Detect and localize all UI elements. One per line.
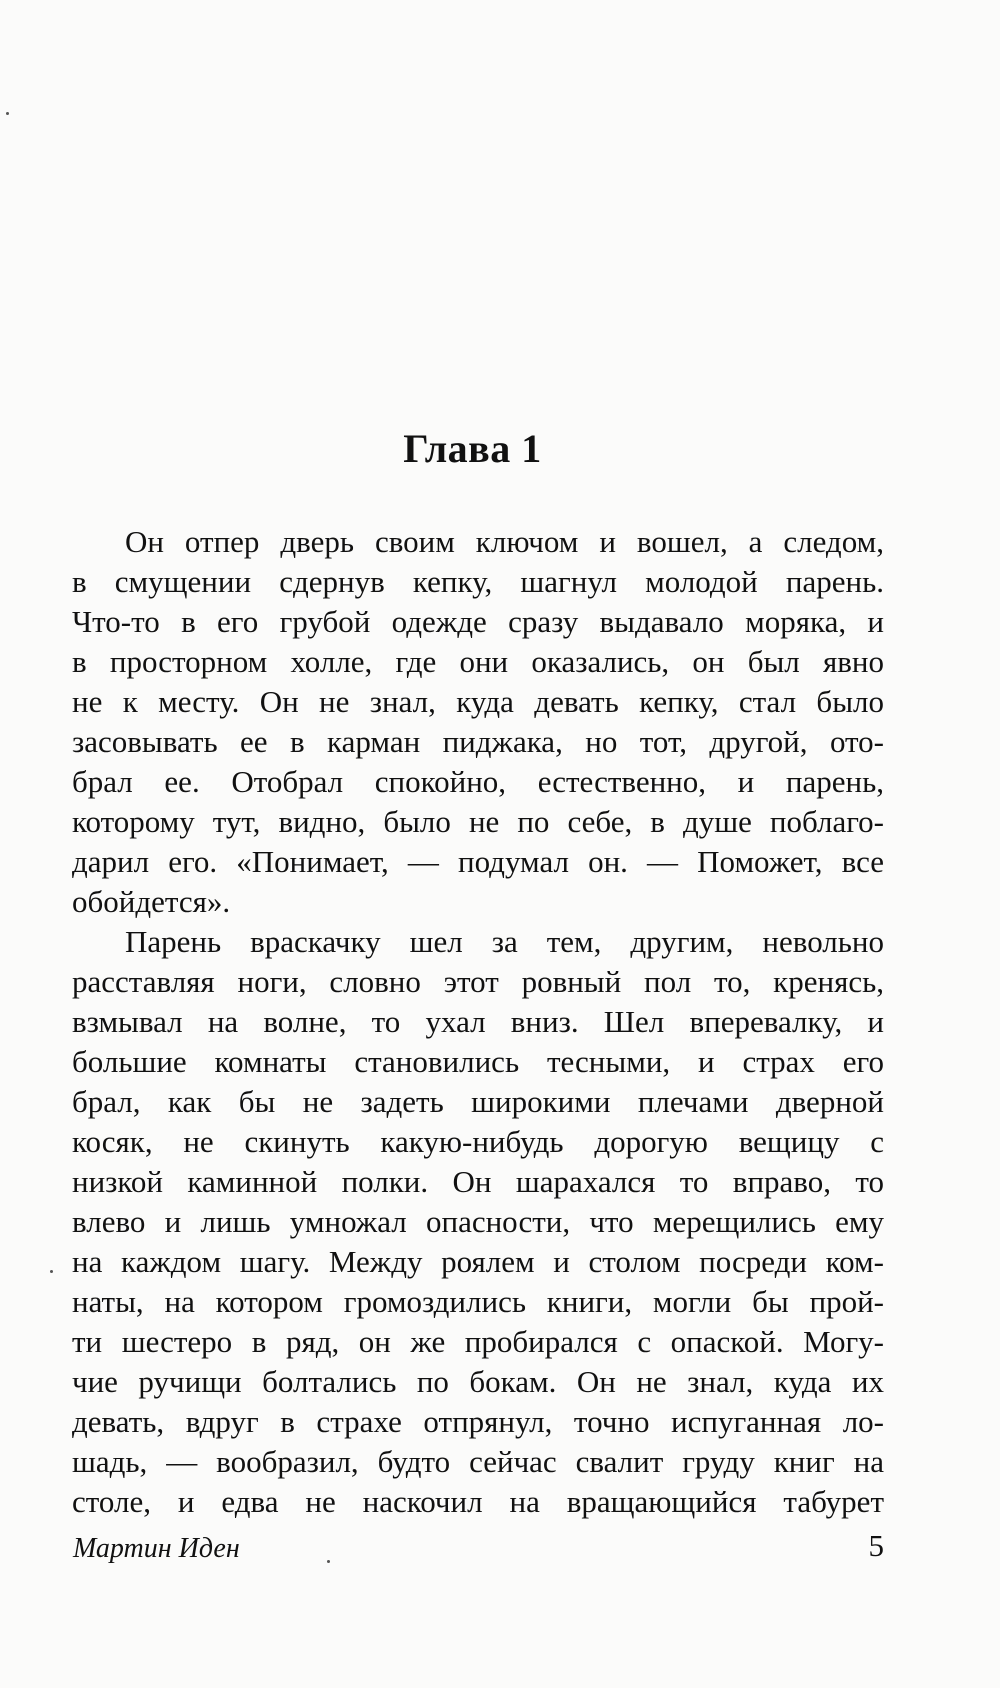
chapter-title: Глава 1 [403,426,542,471]
text-line: Что-то в его грубой одежде сразу выдавало моряка, и [72,604,884,639]
text-line: шадь, — вообразил, будто сейчас свалит груду книг на [72,1444,884,1479]
page-number: 5 [868,1528,884,1563]
text-line: засовывать ее в карман пиджака, но тот, другой, ото- [72,724,884,759]
text-line: косяк, не скинуть какую-нибудь дорогую вещицу с [72,1124,884,1159]
text-line: которому тут, видно, было не по себе, в душе поблаго- [72,804,884,839]
text-line: ти шестеро в ряд, он же пробирался с опаской. Могу- [72,1324,884,1359]
scan-speck [327,1560,330,1563]
text-line: чие ручищи болтались по бокам. Он не знал, куда их [72,1364,884,1399]
text-line: большие комнаты становились тесными, и страх его [72,1044,884,1079]
text-line: влево и лишь умножал опасности, что мерещились ему [72,1204,884,1239]
text-line: девать, вдруг в страхе отпрянул, точно испуганная ло- [72,1404,884,1439]
text-line: дарил его. «Понимает, — подумал он. — Поможет, все [72,844,884,879]
text-line: не к месту. Он не знал, куда девать кепку, стал было [72,684,884,719]
text-line: расставляя ноги, словно этот ровный пол то, кренясь, [72,964,884,999]
text-line: в смущении сдернув кепку, шагнул молодой парень. [72,564,884,599]
text-line: Парень враскачку шел за тем, другим, невольно [125,924,884,959]
text-line: Он отпер дверь своим ключом и вошел, а следом, [125,524,884,559]
text-line: в просторном холле, где они оказались, он был явно [72,644,884,679]
text-line: столе, и едва не наскочил на вращающийся табурет [72,1484,884,1519]
text-line: наты, на котором громоздились книги, могли бы прой- [72,1284,884,1319]
text-line: обойдется». [72,884,231,919]
text-line: взмывал на волне, то ухал вниз. Шел вперевалку, и [72,1004,884,1039]
text-line: низкой каминной полки. Он шарахался то вправо, то [72,1164,884,1199]
running-footer-title: Мартин Иден [73,1533,240,1564]
text-line: брал ее. Отобрал спокойно, естественно, и парень, [72,764,884,799]
body-text [72,522,884,1522]
text-line: брал, как бы не задеть широкими плечами дверной [72,1084,884,1119]
text-line: на каждом шагу. Между роялем и столом посреди ком- [72,1244,884,1279]
scan-speck [50,1270,53,1273]
scan-speck [6,112,9,115]
